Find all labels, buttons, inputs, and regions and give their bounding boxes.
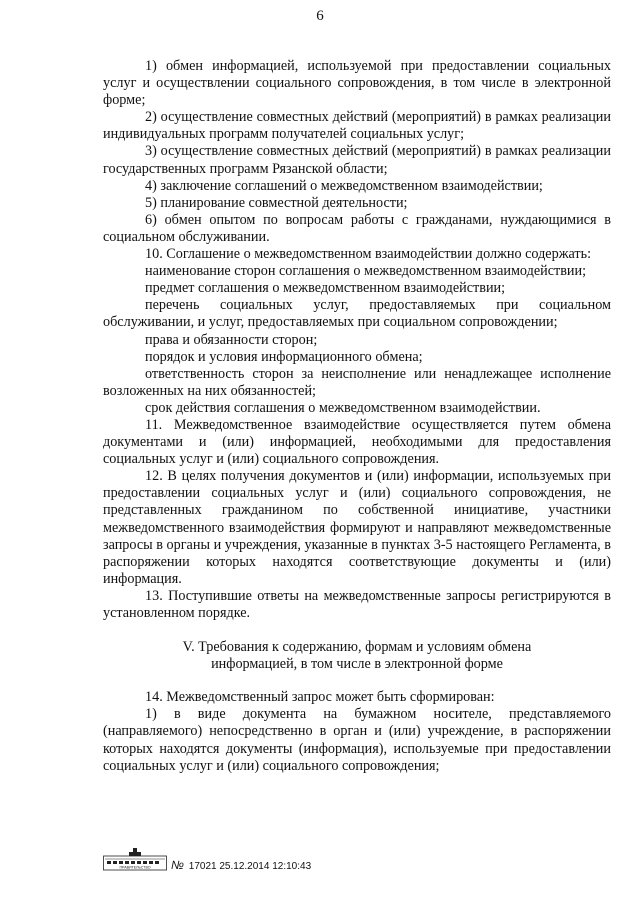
paragraph-clause-12: 12. В целях получения документов и (или) информации, используемых при предоставлении социальных услуг и (или) социального сопровождения, не представленных гражданином по собственной инициативе, участники межведомственного взаимодействия формируют и направляют межведомственные запросы в органы и учреждения, указанные в пунктах 3-5 настоящего Регламента, в распоряжении которых находятся соответствующие документы и (или) информация. [103,468,611,587]
paragraph-clause-10-d: права и обязанности сторон; [145,331,318,348]
document-body [103,58,611,775]
document-datetime: 25.12.2014 12:10:43 [219,861,312,872]
paragraph-item-4: 4) заключение соглашений о межведомственном взаимодействии; [145,177,543,194]
paragraph-item-6: 6) обмен опытом по вопросам работы с гражданами, нуждающимися в социальном обслуживании. [103,211,611,245]
paragraph-clause-10-a: наименование сторон соглашения о межведомственном взаимодействии; [145,263,587,280]
paragraph-clause-11: 11. Межведомственное взаимодействие осуществляется путем обмена документами и (или) информацией, необходимыми для предоставления социальных услуг и (или) социального сопровождения. [103,416,611,468]
paragraph-clause-10-f: ответственность сторон за неисполнение или ненадлежащее исполнение возложенных на них обязанностей; [103,365,611,399]
section-heading-line-2: информацией, в том числе в электронной форме [211,656,503,673]
number-sign: № [171,858,184,872]
paragraph-item-3: 3) осуществление совместных действий (мероприятий) в рамках реализации государственных программ Рязанской области; [103,143,611,177]
document-registration-stamp [171,858,311,872]
svg-text:ПРАВИТЕЛЬСТВО: ПРАВИТЕЛЬСТВО [119,865,151,870]
paragraph-item-2: 2) осуществление совместных действий (мероприятий) в рамках реализации индивидуальных программ получателей социальных услуг; [103,109,611,143]
section-heading [103,639,611,673]
page-number: 6 [316,8,324,24]
government-emblem-stamp-icon [103,846,167,876]
paragraph-clause-13: 13. Поступившие ответы на межведомственные запросы регистрируются в установленном порядке. [103,587,611,621]
paragraph-item-1: 1) обмен информацией, используемой при предоставлении социальных услуг и осуществлении социального сопровождения, в том числе в электронной форме; [103,58,611,109]
section-heading-line-1: V. Требования к содержанию, формам и условиям обмена [182,639,532,656]
paragraph-clause-14-1: 1) в виде документа на бумажном носителе, представляемого (направляемого) непосредственно в орган и (или) учреждение, в распоряжении которых находятся документы (информация), используемые при предоставлении социальных услуг и (или) социального сопровождения; [103,706,611,774]
paragraph-item-5: 5) планирование совместной деятельности; [145,194,408,211]
paragraph-clause-14: 14. Межведомственный запрос может быть сформирован: [145,689,495,706]
paragraph-clause-10-c: перечень социальных услуг, предоставляемых при социальном обслуживании, и услуг, предоставляемых при социальном сопровождении; [103,297,611,331]
document-number: 17021 [188,861,217,872]
footer [103,846,363,876]
paragraph-clause-10: 10. Соглашение о межведомственном взаимодействии должно содержать: [145,246,592,263]
paragraph-clause-10-b: предмет соглашения о межведомственном взаимодействии; [145,280,506,297]
paragraph-clause-10-g: срок действия соглашения о межведомственном взаимодействии. [145,399,541,416]
paragraph-clause-10-e: порядок и условия информационного обмена; [145,348,423,365]
